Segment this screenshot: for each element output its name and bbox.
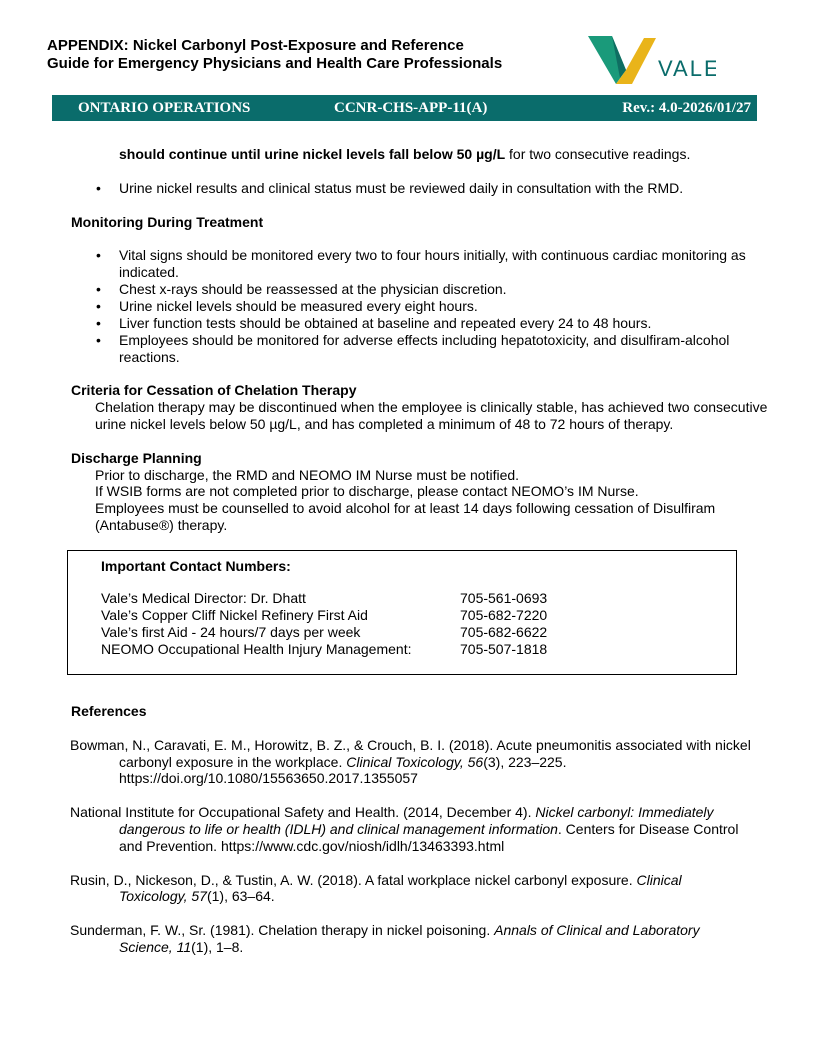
- discharge-line: Employees must be counselled to avoid alcohol for at least 14 days following cessation of Disulfiram: [95, 500, 716, 516]
- bullet-icon: •: [96, 315, 101, 331]
- contact-phone: 705-682-7220: [460, 607, 548, 623]
- reference-entry: Bowman, N., Caravati, E. M., Horowitz, B. Z., & Crouch, B. I. (2018). Acute pneumonitis associated with nickel: [70, 737, 751, 753]
- logo-wordmark: VALE: [658, 56, 716, 81]
- contact-phone: 705-682-6622: [460, 624, 548, 640]
- monitoring-item: Liver function tests should be obtained at baseline and repeated every 24 to 48 hours.: [119, 315, 652, 331]
- bar-revision: Rev.: 4.0-2026/01/27: [622, 100, 751, 116]
- continued-paragraph: should continue until urine nickel levels fall below 50 µg/L for two consecutive readings.: [119, 146, 691, 162]
- bullet-icon: •: [96, 247, 101, 263]
- reference-entry: dangerous to life or health (IDLH) and clinical management information. Centers for Disease Control: [119, 821, 739, 837]
- reference-entry: Sunderman, F. W., Sr. (1981). Chelation therapy in nickel poisoning. Annals of Clinical and Laboratory: [70, 922, 700, 938]
- cessation-heading: Criteria for Cessation of Chelation Therapy: [71, 382, 357, 398]
- monitoring-item: reactions.: [119, 349, 180, 365]
- monitoring-item: indicated.: [119, 264, 179, 280]
- title-line-1: APPENDIX: Nickel Carbonyl Post-Exposure and Reference: [47, 37, 464, 54]
- bullet-icon: •: [96, 281, 101, 297]
- monitoring-item: Chest x-rays should be reassessed at the physician discretion.: [119, 281, 507, 297]
- monitoring-item: Urine nickel levels should be measured every eight hours.: [119, 298, 478, 314]
- vale-logo: [586, 32, 716, 88]
- bullet-icon: •: [96, 180, 101, 196]
- contact-name: Vale’s Medical Director: Dr. Dhatt: [101, 590, 306, 606]
- bar-doc-code: CCNR-CHS-APP-11(A): [334, 100, 488, 116]
- cessation-text: urine nickel levels below 50 µg/L, and has completed a minimum of 48 to 72 hours of therapy.: [95, 416, 674, 432]
- bullet-icon: •: [96, 332, 101, 348]
- discharge-line: Prior to discharge, the RMD and NEOMO IM Nurse must be notified.: [95, 467, 520, 483]
- discharge-line: (Antabuse®) therapy.: [95, 517, 228, 533]
- reference-entry: Rusin, D., Nickeson, D., & Tustin, A. W. (2018). A fatal workplace nickel carbonyl exposure. Clinical: [70, 872, 682, 888]
- reference-entry: carbonyl exposure in the workplace. Clinical Toxicology, 56(3), 223–225.: [119, 754, 567, 770]
- contact-phone: 705-561-0693: [460, 590, 548, 606]
- monitoring-heading: Monitoring During Treatment: [71, 214, 264, 230]
- title-line-2: Guide for Emergency Physicians and Health Care Professionals: [47, 55, 503, 72]
- contacts-heading: Important Contact Numbers:: [101, 558, 291, 574]
- contact-name: NEOMO Occupational Health Injury Management:: [101, 641, 412, 657]
- header-bar: [52, 95, 757, 121]
- document-title: [47, 37, 567, 73]
- monitoring-item: Vital signs should be monitored every two to four hours initially, with continuous cardiac monitoring as: [119, 247, 746, 263]
- cessation-text: Chelation therapy may be discontinued when the employee is clinically stable, has achieved two consecutive: [95, 399, 768, 415]
- reference-entry: and Prevention. https://www.cdc.gov/niosh/idlh/13463393.html: [119, 838, 505, 854]
- reference-doi: https://doi.org/10.1080/15563650.2017.1355057: [119, 770, 418, 786]
- references-heading: References: [71, 703, 147, 719]
- contact-name: Vale’s first Aid - 24 hours/7 days per week: [101, 624, 361, 640]
- monitoring-item: Employees should be monitored for adverse effects including hepatotoxicity, and disulfiram-alcohol: [119, 332, 730, 348]
- reference-entry: Science, 11(1), 1–8.: [119, 939, 244, 955]
- reference-entry: Toxicology, 57(1), 63–64.: [119, 888, 275, 904]
- contact-phone: 705-507-1818: [460, 641, 548, 657]
- reference-entry: National Institute for Occupational Safety and Health. (2014, December 4). Nickel carbonyl: Immediately: [70, 804, 714, 820]
- bar-operations: ONTARIO OPERATIONS: [78, 100, 251, 116]
- bullet-icon: •: [96, 298, 101, 314]
- vale-logo-icon: [586, 32, 716, 88]
- discharge-heading: Discharge Planning: [71, 450, 202, 466]
- contact-name: Vale’s Copper Cliff Nickel Refinery First Aid: [101, 607, 368, 623]
- discharge-line: If WSIB forms are not completed prior to discharge, please contact NEOMO’s IM Nurse.: [95, 483, 639, 499]
- review-bullet: Urine nickel results and clinical status must be reviewed daily in consultation with the RMD.: [119, 180, 684, 196]
